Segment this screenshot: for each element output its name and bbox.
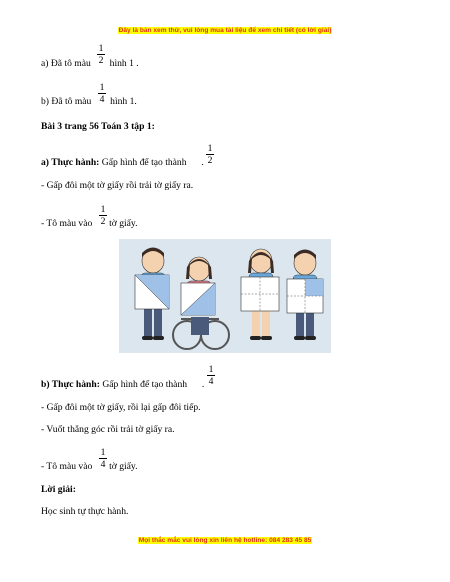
practice-a-period: . (201, 157, 204, 168)
fraction-numerator: 1 (208, 364, 214, 375)
answer-a-line (41, 58, 139, 70)
fraction-numerator: 1 (207, 143, 213, 154)
color-step-2-suffix: tờ giấy. (109, 461, 138, 472)
practice-a-line (41, 157, 204, 169)
fraction-one-quarter (206, 364, 216, 387)
color-step-1-suffix: tờ giấy. (109, 218, 138, 229)
color-step-2-prefix: - Tô màu vào (41, 461, 93, 472)
practice-b-label: b) Thực hành: (41, 379, 100, 390)
preview-banner-text: Đây là bản xem thử, vui lòng mua tài liệu để xem chi tiết (có lời giải) (118, 27, 332, 34)
practice-b-line (41, 379, 204, 391)
fraction-denominator: 2 (100, 216, 106, 227)
fraction-numerator: 1 (99, 82, 105, 93)
fold-step-3: - Vuốt thẳng góc rồi trải tờ giấy ra. (41, 424, 175, 435)
fold-step-2: - Gấp đôi một tờ giấy, rồi lại gấp đôi tiếp. (41, 402, 201, 413)
solution-text: Học sinh tự thực hành. (41, 506, 129, 517)
practice-b-period: . (201, 379, 205, 390)
hotline-banner (0, 537, 450, 545)
fold-step-1: - Gấp đôi một tờ giấy rồi trải tờ giấy ra. (41, 180, 194, 191)
fraction-numerator: 1 (98, 43, 104, 54)
hotline-banner-text: Mọi thắc mắc vui lòng xin liên hệ hotline: 084 283 45 85 (138, 537, 312, 544)
answer-a-prefix: a) Đã tô màu (41, 58, 91, 69)
answer-b-line (41, 96, 137, 108)
color-step-1-prefix: - Tô màu vào (41, 218, 93, 229)
practice-a-label: a) Thực hành: (41, 157, 100, 168)
answer-a-suffix: hình 1 . (109, 58, 139, 69)
fraction-numerator: 1 (100, 204, 106, 215)
color-step-1 (41, 218, 138, 230)
fraction-denominator: 2 (207, 155, 213, 166)
exercise-title: Bài 3 trang 56 Toán 3 tập 1: (41, 121, 155, 132)
fraction-denominator: 4 (99, 94, 105, 105)
practice-b-text: Gấp hình để tạo thành (102, 379, 188, 390)
fraction-denominator: 2 (98, 55, 104, 66)
fraction-denominator: 4 (100, 459, 106, 470)
fraction-numerator: 1 (100, 447, 106, 458)
answer-b-prefix: b) Đã tô màu (41, 96, 92, 107)
children-illustration-svg (119, 239, 331, 353)
children-folding-paper-illustration (119, 239, 331, 353)
preview-banner (0, 27, 450, 35)
solution-heading: Lời giải: (41, 484, 76, 495)
answer-b-suffix: hình 1. (110, 96, 137, 107)
fraction-one-half (205, 143, 215, 166)
color-step-2 (41, 461, 138, 473)
fraction-denominator: 4 (208, 376, 214, 387)
practice-a-text: Gấp hình để tạo thành (101, 157, 187, 168)
